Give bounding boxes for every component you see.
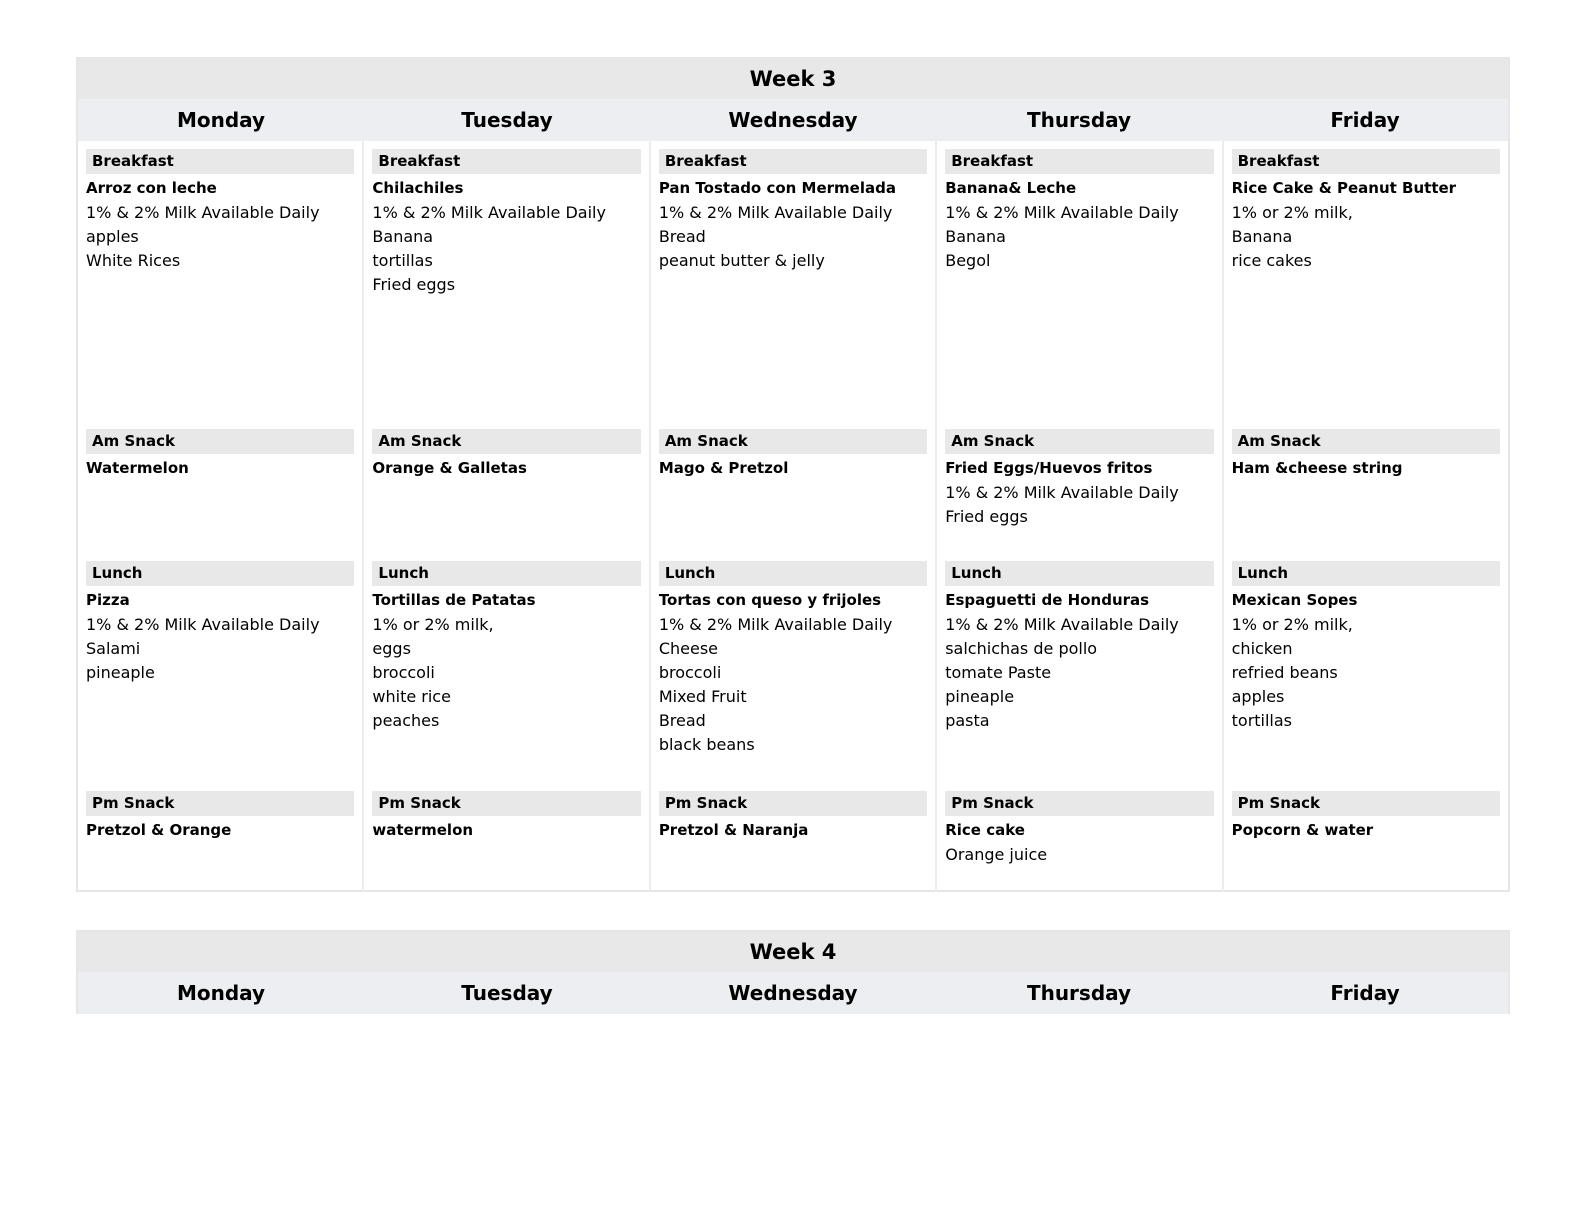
dish-name: Pizza <box>86 591 130 609</box>
meal-label: Pm Snack <box>1232 791 1500 816</box>
menu-item: 1% & 2% Milk Available Daily <box>658 615 893 634</box>
day-header-monday: Monday <box>176 981 266 1005</box>
menu-item: apples <box>86 227 139 246</box>
dish-name: Mago & Pretzol <box>658 459 789 477</box>
meal-label: Am Snack <box>1232 429 1500 454</box>
meal-label: Breakfast <box>1232 149 1500 174</box>
week-title: Week 3 <box>78 59 1508 99</box>
dish-name: watermelon <box>372 821 474 839</box>
meal-label: Breakfast <box>945 149 1213 174</box>
meal-lunch <box>1232 561 1500 733</box>
menu-item: salchichas de pollo <box>945 639 1098 658</box>
meal-amsnack <box>86 429 354 481</box>
menu-item: tortillas <box>1231 711 1293 730</box>
meal-breakfast <box>945 149 1213 273</box>
dish-name: Tortas con queso y frijoles <box>658 591 882 609</box>
meal-label: Pm Snack <box>372 791 640 816</box>
meal-pmsnack <box>372 791 640 843</box>
day-header-friday: Friday <box>1330 108 1400 132</box>
menu-item: broccoli <box>658 663 722 682</box>
meal-label: Lunch <box>945 561 1213 586</box>
dish-name: Pan Tostado con Mermelada <box>658 179 896 197</box>
meal-label: Am Snack <box>372 429 640 454</box>
dish-name: Rice Cake & Peanut Butter <box>1231 179 1457 197</box>
day-column-tuesday <box>364 141 650 892</box>
meal-label: Lunch <box>1232 561 1500 586</box>
menu-item: white rice <box>372 687 451 706</box>
day-header-friday: Friday <box>1330 981 1400 1005</box>
menu-item: Bread <box>658 227 706 246</box>
menu-item: 1% & 2% Milk Available Daily <box>372 203 606 222</box>
dish-name: Rice cake <box>945 821 1025 839</box>
meal-label: Lunch <box>659 561 927 586</box>
menu-item: 1% or 2% milk, <box>1231 203 1353 222</box>
day-header-thursday: Thursday <box>1026 108 1132 132</box>
dish-name: Popcorn & water <box>1231 821 1374 839</box>
dish-name: Watermelon <box>86 459 189 477</box>
meal-label: Am Snack <box>945 429 1213 454</box>
menu-item: Banana <box>372 227 434 246</box>
dish-name: Arroz con leche <box>86 179 217 197</box>
dish-name: Orange & Galletas <box>372 459 527 477</box>
meal-label: Am Snack <box>659 429 927 454</box>
day-header-thursday: Thursday <box>1026 981 1132 1005</box>
dish-name: Tortillas de Patatas <box>372 591 536 609</box>
menu-item: Bread <box>658 711 706 730</box>
day-column-wednesday <box>651 141 937 892</box>
meal-breakfast <box>659 149 927 273</box>
menu-item: Banana <box>945 227 1006 246</box>
meal-amsnack <box>659 429 927 481</box>
menu-item: 1% & 2% Milk Available Daily <box>945 203 1179 222</box>
meal-breakfast <box>372 149 640 297</box>
week-title: Week 4 <box>78 932 1508 972</box>
week-4-menu <box>76 930 1510 1014</box>
meal-pmsnack <box>1232 791 1500 843</box>
menu-item: Orange juice <box>945 845 1048 864</box>
day-header-row <box>78 99 1508 141</box>
meal-amsnack <box>945 429 1213 529</box>
meal-pmsnack <box>659 791 927 843</box>
menu-item: peanut butter & jelly <box>658 251 825 270</box>
day-header-row <box>78 972 1508 1014</box>
menu-item: Fried eggs <box>945 507 1028 526</box>
meal-lunch <box>945 561 1213 733</box>
meal-label: Breakfast <box>659 149 927 174</box>
menu-item: peaches <box>372 711 440 730</box>
menu-item: 1% & 2% Milk Available Daily <box>945 483 1179 502</box>
day-header-wednesday: Wednesday <box>728 981 858 1005</box>
day-header-monday: Monday <box>176 108 266 132</box>
menu-item: broccoli <box>372 663 435 682</box>
meal-pmsnack <box>945 791 1213 867</box>
meal-label: Pm Snack <box>945 791 1213 816</box>
menu-item: pineaple <box>945 687 1015 706</box>
menu-item: 1% & 2% Milk Available Daily <box>658 203 893 222</box>
menu-item: refried beans <box>1231 663 1338 682</box>
menu-item: 1% or 2% milk, <box>372 615 494 634</box>
menu-item: rice cakes <box>1231 251 1312 270</box>
meal-breakfast <box>86 149 354 273</box>
day-column-monday <box>78 141 364 892</box>
menu-item: Banana <box>1231 227 1293 246</box>
dish-name: Pretzol & Naranja <box>658 821 809 839</box>
menu-item: Salami <box>86 639 141 658</box>
meal-label: Breakfast <box>372 149 640 174</box>
menu-item: 1% & 2% Milk Available Daily <box>86 203 320 222</box>
day-header-wednesday: Wednesday <box>728 108 858 132</box>
menu-item: 1% & 2% Milk Available Daily <box>86 615 320 634</box>
meal-amsnack <box>1232 429 1500 481</box>
meal-label: Pm Snack <box>659 791 927 816</box>
dish-name: Chilachiles <box>372 179 464 197</box>
dish-name: Mexican Sopes <box>1231 591 1358 609</box>
dish-name: Espaguetti de Honduras <box>945 591 1150 609</box>
menu-item: 1% & 2% Milk Available Daily <box>945 615 1179 634</box>
menu-item: White Rices <box>86 251 181 270</box>
dish-name: Ham &cheese string <box>1231 459 1403 477</box>
meal-breakfast <box>1232 149 1500 273</box>
dish-name: Banana& Leche <box>945 179 1077 197</box>
menu-item: Begol <box>945 251 991 270</box>
menu-item: chicken <box>1231 639 1293 658</box>
dish-name: Pretzol & Orange <box>86 821 232 839</box>
menu-item: tortillas <box>372 251 433 270</box>
menu-item: pineaple <box>86 663 155 682</box>
meal-lunch <box>86 561 354 685</box>
meal-label: Lunch <box>372 561 640 586</box>
meal-pmsnack <box>86 791 354 843</box>
menu-item: Fried eggs <box>372 275 456 294</box>
dish-name: Fried Eggs/Huevos fritos <box>945 459 1153 477</box>
menu-item: Mixed Fruit <box>658 687 747 706</box>
day-columns <box>78 141 1508 892</box>
day-column-friday <box>1224 141 1508 892</box>
meal-amsnack <box>372 429 640 481</box>
menu-item: 1% or 2% milk, <box>1231 615 1353 634</box>
menu-item: apples <box>1231 687 1285 706</box>
meal-lunch <box>659 561 927 757</box>
menu-item: black beans <box>658 735 755 754</box>
meal-label: Pm Snack <box>86 791 354 816</box>
meal-label: Lunch <box>86 561 354 586</box>
week-3-menu <box>76 57 1510 892</box>
meal-lunch <box>372 561 640 733</box>
day-header-tuesday: Tuesday <box>461 108 553 132</box>
menu-item: Cheese <box>658 639 718 658</box>
meal-label: Am Snack <box>86 429 354 454</box>
day-column-thursday <box>937 141 1223 892</box>
menu-item: pasta <box>945 711 990 730</box>
meal-label: Breakfast <box>86 149 354 174</box>
day-header-tuesday: Tuesday <box>461 981 553 1005</box>
menu-item: eggs <box>372 639 411 658</box>
menu-item: tomate Paste <box>945 663 1052 682</box>
